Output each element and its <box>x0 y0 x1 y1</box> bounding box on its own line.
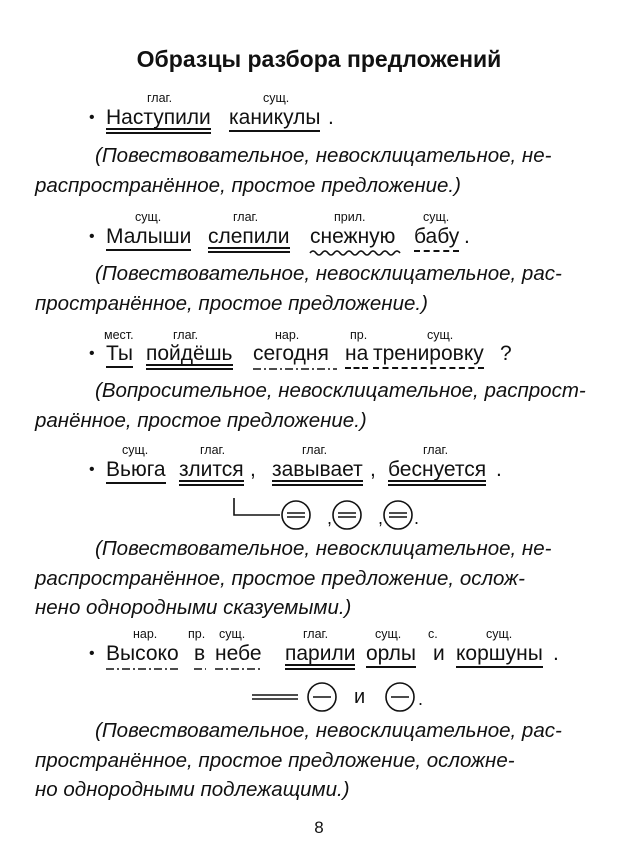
word-predicate: слепили <box>208 224 290 250</box>
pos-label: глаг. <box>302 443 328 457</box>
word-conjunction: и <box>433 642 445 665</box>
word-subject: Вьюга <box>106 457 166 483</box>
page-title: Образцы разбора предложений <box>136 46 502 72</box>
pos-label: мест. <box>104 328 134 342</box>
sentence-description: (Повествовательное, невосклицательное, рас- пространённое, простое предложение.) <box>35 262 562 315</box>
word-subject: Ты <box>106 341 133 367</box>
word-adverbial: небе <box>215 641 262 667</box>
punctuation: . <box>553 642 559 665</box>
bullet-icon: • <box>89 461 95 478</box>
pos-label: сущ. <box>486 627 513 641</box>
punctuation: . <box>328 106 334 129</box>
bullet-icon: • <box>89 228 95 245</box>
pos-label: сущ. <box>427 328 454 342</box>
page-number: 8 <box>314 818 324 837</box>
pos-label: глаг. <box>200 443 226 457</box>
bullet-icon: • <box>89 345 95 362</box>
pos-label: сущ. <box>135 210 162 224</box>
scheme-comma: , <box>327 508 333 528</box>
word-attribute: снежную <box>310 224 395 250</box>
predicate-line-icon <box>252 677 432 713</box>
pos-label: сущ. <box>219 627 246 641</box>
sentence-description: (Повествовательное, невосклицательное, не- распространённое, простое предложение.) <box>35 144 552 197</box>
pos-label: сущ. <box>263 91 290 105</box>
word-predicate: злится <box>179 457 244 483</box>
pos-label: пр. <box>350 328 368 342</box>
word-object: бабу <box>414 224 459 250</box>
pos-label: глаг. <box>423 443 449 457</box>
word-subject: орлы <box>366 641 416 667</box>
punctuation: , <box>370 458 376 481</box>
scheme-comma: , <box>378 508 384 528</box>
word-predicate: завывает <box>272 457 363 483</box>
pos-label: глаг. <box>233 210 259 224</box>
scheme-conjunction: и <box>354 686 366 708</box>
sentence-description: (Повествовательное, невосклицательное, не- распространённое, простое предложение, ослож- нено однородными сказуемыми.) <box>35 537 552 619</box>
punctuation: ? <box>500 342 512 365</box>
pos-label: сущ. <box>375 627 402 641</box>
bullet-icon: • <box>89 109 95 126</box>
pos-label: пр. <box>188 627 206 641</box>
sentence-description: (Повествовательное, невосклицательное, рас- пространённое, простое предложение, осложне- но однородными подлежащими.) <box>35 719 562 801</box>
scheme-end: . <box>414 508 420 528</box>
wavy-underline <box>310 249 402 257</box>
scheme-end: . <box>418 689 424 709</box>
dashdot-underline <box>215 667 261 671</box>
punctuation: . <box>464 225 470 248</box>
dashdot-underline <box>106 667 180 671</box>
dashdot-underline <box>253 367 337 371</box>
word-subject: Малыши <box>106 224 191 250</box>
punctuation: . <box>496 458 502 481</box>
pos-label: сущ. <box>423 210 450 224</box>
word-subject: коршуны <box>456 641 543 667</box>
pos-label: глаг. <box>173 328 199 342</box>
word-preposition: в <box>194 641 205 667</box>
pos-label: сущ. <box>122 443 149 457</box>
pos-label: глаг. <box>147 91 173 105</box>
pos-label: нар. <box>133 627 158 641</box>
word-predicate: парили <box>285 641 355 667</box>
punctuation: , <box>250 458 256 481</box>
bullet-icon: • <box>89 645 95 662</box>
word-predicate: беснуется <box>388 457 486 483</box>
pos-label: с. <box>428 627 438 641</box>
dashdot-underline <box>194 667 206 671</box>
word-predicate: пойдёшь <box>146 341 233 367</box>
pos-label: глаг. <box>303 627 329 641</box>
word-subject: каникулы <box>229 105 320 131</box>
word-adverbial: Высоко <box>106 641 179 667</box>
word-object: тренировку <box>373 341 484 367</box>
pos-label: нар. <box>275 328 300 342</box>
pos-label: прил. <box>334 210 366 224</box>
word-preposition: на <box>345 341 368 367</box>
word-predicate: Наступили <box>106 105 211 131</box>
sentence-description: (Вопросительное, невосклицательное, распрост- ранённое, простое предложение.) <box>35 379 586 432</box>
word-adverbial: сегодня <box>253 341 329 367</box>
